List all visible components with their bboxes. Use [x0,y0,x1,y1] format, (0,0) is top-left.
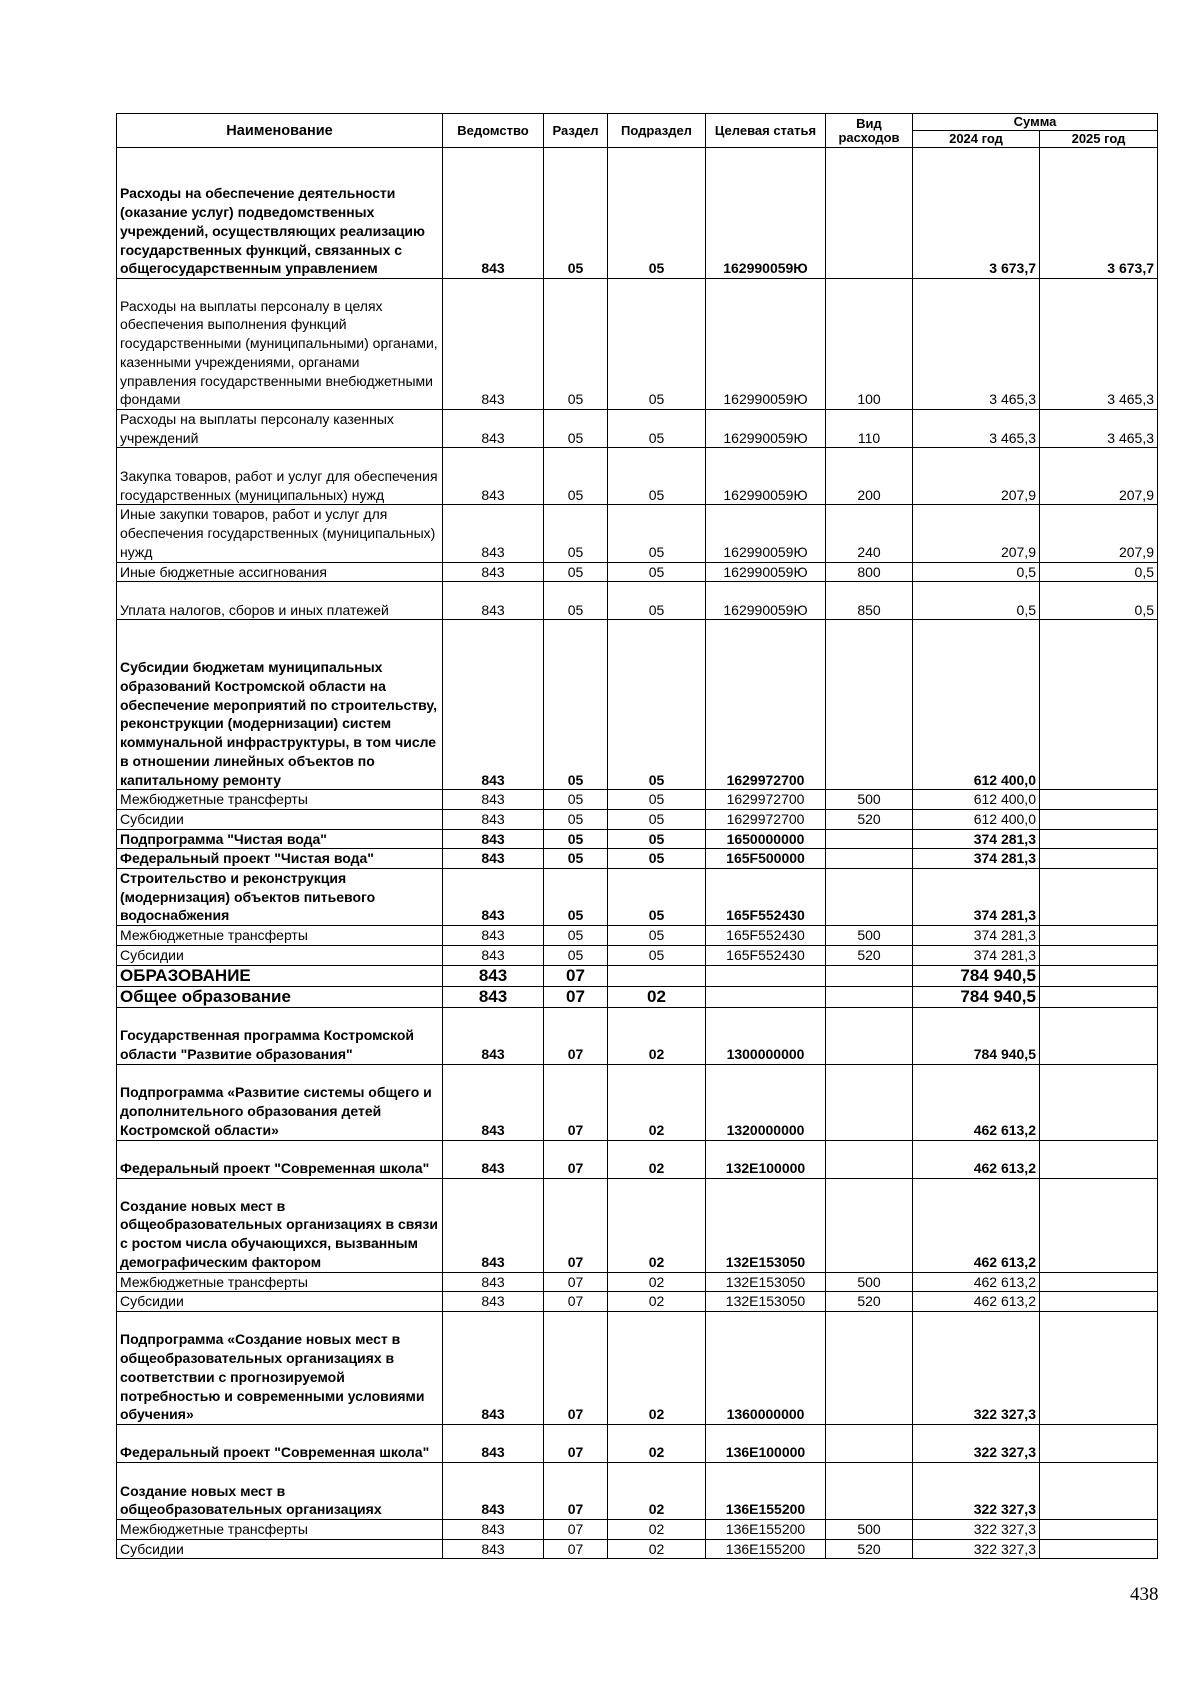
cell-sum-2025: 0,5 [1040,582,1158,620]
cell-section: 05 [544,849,608,869]
cell-sum-2025 [1040,926,1158,946]
cell-sum-2025: 207,9 [1040,505,1158,562]
cell-target: 165F552430 [706,869,826,926]
cell-section: 05 [544,410,608,448]
cell-dept: 843 [443,809,544,829]
cell-section: 05 [544,448,608,505]
cell-type: 240 [826,505,913,562]
cell-name: Федеральный проект "Современная школа" [117,1140,443,1178]
cell-name: Общее образование [117,986,443,1007]
cell-sum-2025 [1040,986,1158,1007]
cell-target: 162990059Ю [706,582,826,620]
cell-target: 132E153050 [706,1178,826,1272]
table-row [117,1178,1158,1272]
cell-dept: 843 [443,869,544,926]
cell-section: 07 [544,1272,608,1292]
cell-name: Иные закупки товаров, работ и услуг для обеспечения государственных (муниципальных) нужд [117,505,443,562]
cell-dept: 843 [443,410,544,448]
cell-section: 05 [544,869,608,926]
cell-section: 07 [544,1140,608,1178]
cell-target: 1300000000 [706,1007,826,1064]
table-row [117,1007,1158,1064]
header-year-2025: 2025 год [1040,131,1158,148]
cell-sum-2025: 3 465,3 [1040,279,1158,410]
cell-target: 132E100000 [706,1140,826,1178]
cell-section: 07 [544,1311,608,1424]
cell-section: 07 [544,1519,608,1539]
cell-dept: 843 [443,1272,544,1292]
cell-sum-2025: 0,5 [1040,562,1158,582]
cell-sum-2024: 207,9 [913,505,1040,562]
cell-section: 05 [544,620,608,790]
cell-type: 850 [826,582,913,620]
cell-sum-2024: 612 400,0 [913,620,1040,790]
cell-target: 136E155200 [706,1539,826,1559]
cell-subsection: 05 [608,562,706,582]
table-row [117,1462,1158,1519]
cell-name: Иные бюджетные ассигнования [117,562,443,582]
cell-subsection: 05 [608,926,706,946]
cell-section: 07 [544,1292,608,1312]
cell-type [826,1424,913,1462]
cell-target: 136E155200 [706,1519,826,1539]
cell-dept: 843 [443,1462,544,1519]
cell-sum-2025 [1040,1519,1158,1539]
cell-name: Межбюджетные трансферты [117,926,443,946]
table-row [117,1064,1158,1140]
cell-dept: 843 [443,620,544,790]
cell-name: Уплата налогов, сборов и иных платежей [117,582,443,620]
cell-sum-2024: 462 613,2 [913,1272,1040,1292]
cell-sum-2024: 207,9 [913,448,1040,505]
cell-sum-2024: 0,5 [913,562,1040,582]
cell-target: 1320000000 [706,1064,826,1140]
header-type: Вид расходов [826,114,913,148]
cell-dept: 843 [443,1519,544,1539]
cell-subsection: 02 [608,1064,706,1140]
cell-sum-2025: 3 673,7 [1040,148,1158,279]
cell-sum-2024: 374 281,3 [913,869,1040,926]
table-row [117,869,1158,926]
cell-target: 162990059Ю [706,148,826,279]
header-dept: Ведомство [443,114,544,148]
cell-section: 07 [544,986,608,1007]
cell-section: 07 [544,1462,608,1519]
cell-sum-2024: 784 940,5 [913,1007,1040,1064]
cell-name: Строительство и реконструкция (модернизация) объектов питьевого водоснабжения [117,869,443,926]
cell-section: 07 [544,1539,608,1559]
cell-name: Расходы на выплаты персоналу в целях обеспечения выполнения функций государственными (муниципальными) органами, казенными учреждениями, органами управления государственными внебюджетными фондами [117,279,443,410]
cell-section: 07 [544,965,608,986]
cell-sum-2025 [1040,1178,1158,1272]
cell-sum-2025 [1040,829,1158,849]
cell-dept: 843 [443,926,544,946]
cell-type [826,1140,913,1178]
table-row [117,926,1158,946]
cell-section: 07 [544,1424,608,1462]
cell-dept: 843 [443,1311,544,1424]
cell-sum-2024: 612 400,0 [913,790,1040,810]
cell-name: Подпрограмма «Развитие системы общего и дополнительного образования детей Костромской области» [117,1064,443,1140]
cell-type [826,1178,913,1272]
cell-subsection: 05 [608,505,706,562]
cell-name: Государственная программа Костромской области "Развитие образования" [117,1007,443,1064]
cell-dept: 843 [443,1539,544,1559]
cell-dept: 843 [443,1140,544,1178]
cell-subsection: 05 [608,279,706,410]
cell-name: Межбюджетные трансферты [117,1272,443,1292]
cell-sum-2025: 207,9 [1040,448,1158,505]
cell-section: 05 [544,505,608,562]
cell-type: 520 [826,945,913,965]
header-section: Раздел [544,114,608,148]
cell-subsection [608,965,706,986]
cell-target: 165F500000 [706,849,826,869]
cell-target: 132E153050 [706,1292,826,1312]
cell-subsection: 05 [608,869,706,926]
cell-dept: 843 [443,1064,544,1140]
cell-type: 200 [826,448,913,505]
cell-subsection: 05 [608,410,706,448]
cell-sum-2024: 322 327,3 [913,1519,1040,1539]
table-row [117,1292,1158,1312]
table-row [117,1519,1158,1539]
cell-type: 110 [826,410,913,448]
cell-type: 520 [826,1292,913,1312]
cell-subsection: 05 [608,148,706,279]
cell-type [826,1311,913,1424]
cell-subsection: 02 [608,1519,706,1539]
cell-subsection: 05 [608,790,706,810]
cell-dept: 843 [443,148,544,279]
cell-type [826,1462,913,1519]
cell-type: 520 [826,1539,913,1559]
cell-name: Создание новых мест в общеобразовательных организациях в связи с ростом числа обучающихся, вызванным демографическим фактором [117,1178,443,1272]
cell-name: Расходы на выплаты персоналу казенных учреждений [117,410,443,448]
cell-type: 500 [826,1519,913,1539]
cell-dept: 843 [443,1424,544,1462]
cell-dept: 843 [443,1292,544,1312]
cell-subsection: 05 [608,945,706,965]
cell-dept: 843 [443,945,544,965]
budget-table [116,113,1158,1559]
cell-name: Подпрограмма «Создание новых мест в общеобразовательных организациях в соответствии с прогнозируемой потребностью и современными условиями обучения» [117,1311,443,1424]
table-body [117,148,1158,1559]
cell-subsection: 05 [608,448,706,505]
cell-name: Межбюджетные трансферты [117,1519,443,1539]
cell-dept: 843 [443,505,544,562]
table-row [117,809,1158,829]
cell-sum-2025 [1040,1539,1158,1559]
cell-section: 05 [544,945,608,965]
cell-target: 162990059Ю [706,410,826,448]
cell-target: 136E155200 [706,1462,826,1519]
cell-sum-2025 [1040,945,1158,965]
cell-sum-2025 [1040,620,1158,790]
cell-name: Федеральный проект "Чистая вода" [117,849,443,869]
cell-target: 162990059Ю [706,279,826,410]
cell-target: 1650000000 [706,829,826,849]
cell-dept: 843 [443,849,544,869]
cell-subsection: 02 [608,1272,706,1292]
cell-section: 05 [544,809,608,829]
cell-section: 05 [544,829,608,849]
header-target: Целевая статья [706,114,826,148]
cell-sum-2024: 3 673,7 [913,148,1040,279]
cell-target [706,986,826,1007]
table-row [117,945,1158,965]
cell-name: Субсидии [117,945,443,965]
table-row [117,505,1158,562]
page-number: 438 [1130,1584,1159,1605]
cell-section: 05 [544,562,608,582]
cell-subsection: 02 [608,1424,706,1462]
cell-sum-2025 [1040,869,1158,926]
cell-subsection: 05 [608,829,706,849]
cell-section: 05 [544,279,608,410]
table-row [117,986,1158,1007]
header-subsection: Подраздел [608,114,706,148]
cell-name: ОБРАЗОВАНИЕ [117,965,443,986]
cell-sum-2025 [1040,1272,1158,1292]
cell-dept: 843 [443,1178,544,1272]
cell-subsection: 02 [608,1007,706,1064]
cell-name: Подпрограмма "Чистая вода" [117,829,443,849]
cell-type [826,620,913,790]
cell-target: 165F552430 [706,926,826,946]
header-name: Наименование [117,114,443,148]
cell-subsection: 02 [608,1292,706,1312]
cell-dept: 843 [443,965,544,986]
cell-sum-2024: 322 327,3 [913,1539,1040,1559]
table-row [117,1272,1158,1292]
cell-type [826,1007,913,1064]
table-row [117,965,1158,986]
header-sum: Сумма [913,114,1158,131]
cell-sum-2025 [1040,809,1158,829]
cell-sum-2024: 462 613,2 [913,1178,1040,1272]
cell-sum-2024: 374 281,3 [913,945,1040,965]
cell-section: 05 [544,790,608,810]
cell-section: 07 [544,1064,608,1140]
cell-name: Расходы на обеспечение деятельности (оказание услуг) подведомственных учреждений, осуществляющих реализацию государственных функций, связанных с общегосударственным управлением [117,148,443,279]
cell-subsection: 02 [608,1462,706,1519]
cell-target: 1629972700 [706,790,826,810]
cell-sum-2024: 784 940,5 [913,986,1040,1007]
cell-type: 520 [826,809,913,829]
cell-target: 165F552430 [706,945,826,965]
cell-dept: 843 [443,582,544,620]
cell-type: 500 [826,790,913,810]
cell-subsection: 02 [608,1178,706,1272]
cell-name: Создание новых мест в общеобразовательных организациях [117,1462,443,1519]
cell-name: Субсидии бюджетам муниципальных образований Костромской области на обеспечение мероприятий по строительству, реконструкции (модернизации) систем коммунальной инфраструктуры, в том числе в отношении линейных объектов по капитальному ремонту [117,620,443,790]
cell-section: 07 [544,1007,608,1064]
cell-name: Закупка товаров, работ и услуг для обеспечения государственных (муниципальных) нужд [117,448,443,505]
table-row [117,1311,1158,1424]
cell-sum-2024: 0,5 [913,582,1040,620]
header-year-2024: 2024 год [913,131,1040,148]
table-row [117,1539,1158,1559]
cell-type [826,849,913,869]
cell-sum-2024: 612 400,0 [913,809,1040,829]
cell-sum-2024: 784 940,5 [913,965,1040,986]
cell-sum-2025 [1040,965,1158,986]
cell-target: 162990059Ю [706,505,826,562]
table-row [117,410,1158,448]
cell-sum-2024: 462 613,2 [913,1140,1040,1178]
cell-name: Субсидии [117,1539,443,1559]
cell-sum-2025 [1040,1311,1158,1424]
cell-type [826,829,913,849]
cell-sum-2025: 3 465,3 [1040,410,1158,448]
cell-dept: 843 [443,279,544,410]
cell-sum-2024: 462 613,2 [913,1292,1040,1312]
cell-sum-2024: 3 465,3 [913,410,1040,448]
cell-sum-2024: 322 327,3 [913,1424,1040,1462]
cell-sum-2024: 3 465,3 [913,279,1040,410]
cell-sum-2025 [1040,849,1158,869]
cell-type: 100 [826,279,913,410]
cell-target: 162990059Ю [706,562,826,582]
cell-section: 05 [544,148,608,279]
cell-subsection: 05 [608,620,706,790]
table-row [117,829,1158,849]
table-row [117,562,1158,582]
cell-name: Межбюджетные трансферты [117,790,443,810]
cell-subsection: 05 [608,849,706,869]
table-row [117,1424,1158,1462]
cell-sum-2024: 374 281,3 [913,829,1040,849]
cell-dept: 843 [443,448,544,505]
table-row [117,148,1158,279]
cell-sum-2024: 374 281,3 [913,849,1040,869]
cell-name: Субсидии [117,1292,443,1312]
cell-target: 132E153050 [706,1272,826,1292]
cell-dept: 843 [443,986,544,1007]
table-row [117,448,1158,505]
cell-name: Федеральный проект "Современная школа" [117,1424,443,1462]
cell-subsection: 02 [608,1311,706,1424]
cell-sum-2025 [1040,1292,1158,1312]
cell-subsection: 05 [608,809,706,829]
cell-target [706,965,826,986]
table-row [117,790,1158,810]
table-row [117,279,1158,410]
cell-target: 136E100000 [706,1424,826,1462]
cell-dept: 843 [443,562,544,582]
table-row [117,849,1158,869]
cell-type [826,986,913,1007]
cell-sum-2025 [1040,790,1158,810]
cell-subsection: 05 [608,582,706,620]
cell-sum-2024: 322 327,3 [913,1311,1040,1424]
cell-type: 500 [826,926,913,946]
cell-section: 07 [544,1178,608,1272]
cell-sum-2024: 462 613,2 [913,1064,1040,1140]
cell-section: 05 [544,926,608,946]
cell-dept: 843 [443,790,544,810]
cell-sum-2024: 374 281,3 [913,926,1040,946]
table-row [117,620,1158,790]
cell-dept: 843 [443,1007,544,1064]
cell-type: 800 [826,562,913,582]
cell-sum-2025 [1040,1064,1158,1140]
cell-target: 1629972700 [706,620,826,790]
table-row [117,1140,1158,1178]
budget-sheet [116,113,1156,1559]
cell-type [826,148,913,279]
cell-target: 1629972700 [706,809,826,829]
cell-subsection: 02 [608,986,706,1007]
cell-subsection: 02 [608,1140,706,1178]
cell-dept: 843 [443,829,544,849]
cell-type [826,1064,913,1140]
cell-sum-2025 [1040,1424,1158,1462]
cell-target: 162990059Ю [706,448,826,505]
cell-type: 500 [826,1272,913,1292]
cell-section: 05 [544,582,608,620]
cell-target: 1360000000 [706,1311,826,1424]
cell-type [826,965,913,986]
cell-type [826,869,913,926]
table-row [117,582,1158,620]
cell-name: Субсидии [117,809,443,829]
cell-sum-2025 [1040,1140,1158,1178]
cell-subsection: 02 [608,1539,706,1559]
cell-sum-2025 [1040,1007,1158,1064]
cell-sum-2025 [1040,1462,1158,1519]
cell-sum-2024: 322 327,3 [913,1462,1040,1519]
